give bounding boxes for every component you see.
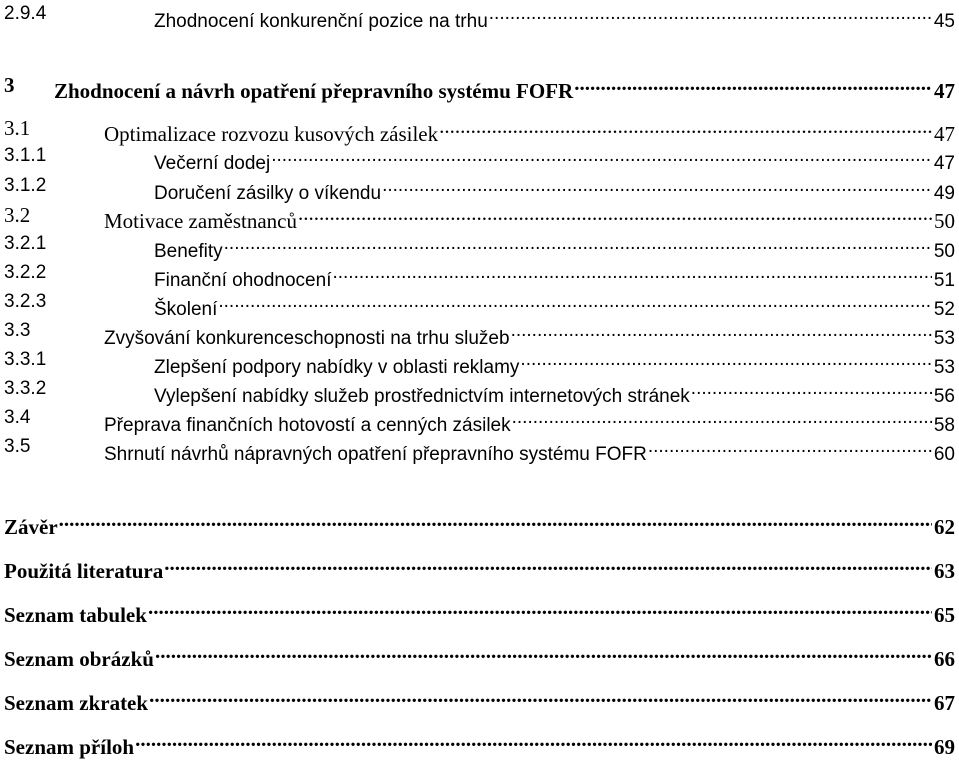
toc-entry-number: 3.5 <box>4 436 31 457</box>
dot-leader <box>489 1 932 27</box>
toc-entry-title: Seznam tabulek <box>4 603 147 627</box>
toc-entry-title: Závěr <box>4 515 58 539</box>
dot-leader <box>135 728 932 754</box>
toc-entry-number: 3.1.1 <box>4 145 47 166</box>
toc-entry-title: Benefity <box>154 239 224 265</box>
toc-entry-page: 47 <box>934 122 955 146</box>
toc-entry-title: Seznam obrázků <box>4 647 154 671</box>
toc-entry-page: 67 <box>934 691 955 715</box>
toc-entry-page: 62 <box>934 515 955 539</box>
dot-leader <box>574 72 932 98</box>
dot-leader <box>512 405 932 431</box>
toc-entry-page: 58 <box>932 413 955 439</box>
toc-entry-title: Shrnutí návrhů nápravných opatření přepravního systému FOFR <box>104 442 648 468</box>
toc-entry-page: 60 <box>932 442 955 468</box>
toc-entry-number: 2.9.4 <box>4 3 47 24</box>
dot-leader <box>149 684 932 710</box>
toc-entry-number: 3.3.2 <box>4 378 47 399</box>
toc-entry-title: Zhodnocení a návrh opatření přepravního systému FOFR <box>54 79 574 103</box>
dot-leader <box>511 318 932 344</box>
toc-entry-number: 3.4 <box>4 407 31 428</box>
dot-leader <box>439 115 932 141</box>
toc-entry-title: Seznam zkratek <box>4 691 149 715</box>
toc-entry-page: 47 <box>934 79 955 103</box>
toc-entry-page: 63 <box>934 559 955 583</box>
toc-entry-title: Zhodnocení konkurenční pozice na trhu <box>154 9 489 35</box>
dot-leader <box>155 640 932 666</box>
toc-entry-number: 3.2 <box>4 203 31 227</box>
dot-leader <box>218 289 931 315</box>
toc-entry-title: Použitá literatura <box>4 559 164 583</box>
toc-entry-page: 53 <box>932 326 955 352</box>
toc-entry-number: 3.3.1 <box>4 349 47 370</box>
toc-entry-title: Školení <box>154 297 218 323</box>
toc-entry-page: 65 <box>934 603 955 627</box>
dot-leader <box>298 202 932 228</box>
dot-leader <box>382 173 932 199</box>
toc-entry-title: Seznam příloh <box>4 735 135 759</box>
dot-leader <box>164 552 932 578</box>
toc-entry-page: 45 <box>932 9 955 35</box>
dot-leader <box>271 143 932 169</box>
toc-entry-page: 50 <box>932 239 955 265</box>
toc-entry-title: Finanční ohodnocení <box>154 268 332 294</box>
dot-leader <box>648 434 932 460</box>
toc-entry-page: 66 <box>934 647 955 671</box>
toc-entry-page: 53 <box>932 355 955 381</box>
dot-leader <box>332 260 931 286</box>
dot-leader <box>520 347 931 373</box>
toc-entry-number: 3 <box>4 73 15 97</box>
toc-entry-number: 3.1.2 <box>4 175 47 196</box>
toc-entry-title: Zlepšení podpory nabídky v oblasti reklamy <box>154 355 520 381</box>
toc-entry-title: Optimalizace rozvozu kusových zásilek <box>104 122 439 146</box>
dot-leader <box>148 596 932 622</box>
toc-entry-page: 47 <box>932 151 955 177</box>
toc-entry-page: 52 <box>932 297 955 323</box>
toc-entry-title: Přeprava finančních hotovostí a cenných zásilek <box>104 413 512 439</box>
toc-entry-page: 56 <box>932 384 955 410</box>
toc-entry-number: 3.2.1 <box>4 233 47 254</box>
toc-entry-number: 3.2.2 <box>4 262 47 283</box>
toc-entry-page: 51 <box>932 268 955 294</box>
toc-entry-page: 50 <box>934 209 955 233</box>
toc-entry-title: Motivace zaměstnanců <box>104 209 297 233</box>
dot-leader <box>224 231 932 257</box>
toc-entry-title: Vylepšení nabídky služeb prostřednictvím internetových stránek <box>154 384 691 410</box>
toc-entry-page: 69 <box>934 735 955 759</box>
dot-leader <box>59 508 932 534</box>
toc-entry-number: 3.2.3 <box>4 291 47 312</box>
toc-entry-title: Večerní dodej <box>154 151 271 177</box>
toc-entry-number: 3.1 <box>4 116 31 140</box>
toc-entry-title: Doručení zásilky o víkendu <box>154 181 382 207</box>
toc-entry-page: 49 <box>932 181 955 207</box>
toc-entry-title: Zvyšování konkurenceschopnosti na trhu služeb <box>104 326 511 352</box>
toc-entry-number: 3.3 <box>4 320 31 341</box>
dot-leader <box>691 376 932 402</box>
